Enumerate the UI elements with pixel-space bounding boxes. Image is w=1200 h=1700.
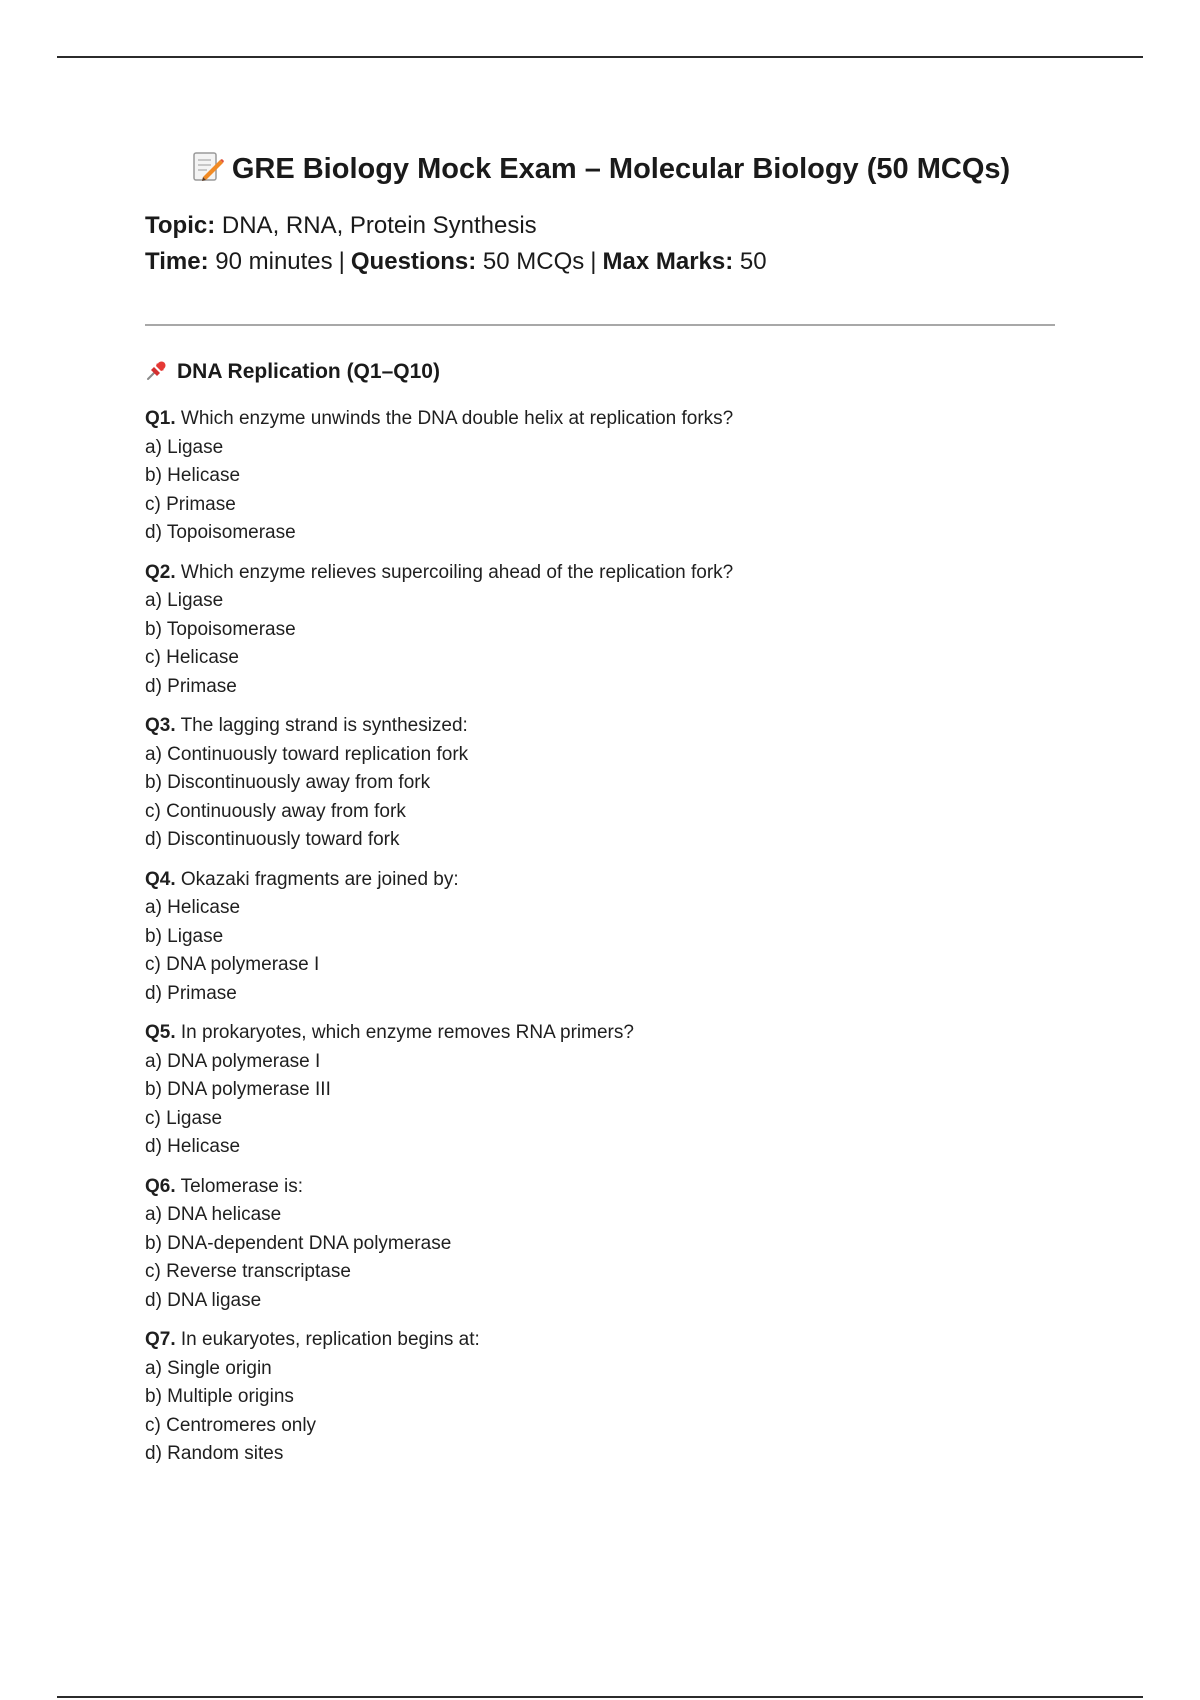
question-number: Q3.	[145, 715, 176, 736]
question-6	[145, 1173, 1045, 1316]
question-prompt: The lagging strand is synthesized:	[180, 715, 468, 736]
answer-option: d) Random sites	[145, 1443, 284, 1464]
answer-option: a) DNA helicase	[145, 1204, 282, 1225]
max-marks-value: 50	[739, 248, 767, 275]
question-number: Q2.	[145, 561, 176, 583]
question-number: Q6.	[145, 1175, 176, 1197]
section-heading-text: DNA Replication (Q1–Q10)	[177, 360, 440, 383]
answer-option: c) Helicase	[145, 647, 239, 668]
question-7	[145, 1326, 1045, 1469]
question-text	[145, 1019, 1045, 1048]
topic-line	[145, 212, 537, 240]
max-marks-label: Max Marks:	[602, 248, 734, 275]
topic-label: Topic:	[145, 212, 216, 239]
answer-option: b) Helicase	[145, 465, 241, 486]
question-number: Q5.	[145, 1022, 176, 1043]
answer-option: a) Helicase	[145, 897, 241, 918]
separator: |	[338, 248, 345, 275]
page-title-text: GRE Biology Mock Exam – Molecular Biology (50 MCQs)	[231, 153, 1011, 185]
question-text	[145, 405, 1045, 434]
answer-option: d) Topoisomerase	[145, 522, 296, 543]
page-bottom-rule	[57, 1696, 1143, 1698]
question-number: Q4.	[145, 868, 176, 890]
answer-option: b) Ligase	[145, 925, 224, 947]
answer-option: b) Discontinuously away from fork	[145, 772, 431, 793]
answer-option: b) DNA-dependent DNA polymerase	[145, 1232, 452, 1254]
question-3	[145, 712, 1045, 855]
answer-option: b) Topoisomerase	[145, 618, 296, 640]
answer-option: d) Helicase	[145, 1136, 241, 1157]
section-divider	[145, 324, 1055, 326]
question-1	[145, 405, 1045, 548]
memo-pencil-icon	[190, 150, 224, 192]
question-text	[145, 1173, 1045, 1202]
answer-option: d) Discontinuously toward fork	[145, 829, 400, 850]
answer-option: b) Multiple origins	[145, 1386, 294, 1407]
page-top-rule	[57, 56, 1143, 58]
answer-option: a) Ligase	[145, 436, 224, 458]
question-prompt: Telomerase is:	[180, 1175, 304, 1197]
answer-option: c) Continuously away from fork	[145, 800, 406, 822]
section-heading	[145, 358, 440, 388]
question-prompt: Which enzyme relieves supercoiling ahead of the replication fork?	[180, 561, 734, 583]
answer-option: c) Ligase	[145, 1107, 223, 1129]
question-text	[145, 1326, 1045, 1355]
question-5	[145, 1019, 1045, 1162]
question-text	[145, 866, 1045, 895]
page-title	[0, 150, 1200, 192]
answer-option: a) DNA polymerase I	[145, 1050, 321, 1072]
question-4	[145, 866, 1045, 1009]
exam-info-line	[145, 248, 767, 276]
question-number: Q7.	[145, 1329, 176, 1350]
answer-option: d) Primase	[145, 675, 237, 697]
question-prompt: Which enzyme unwinds the DNA double helix at replication forks?	[180, 408, 734, 429]
answer-option: c) Reverse transcriptase	[145, 1261, 351, 1282]
answer-option: b) DNA polymerase III	[145, 1079, 331, 1100]
topic-value: DNA, RNA, Protein Synthesis	[221, 212, 537, 239]
answer-option: c) Centromeres only	[145, 1414, 317, 1436]
question-2	[145, 559, 1045, 702]
answer-option: d) DNA ligase	[145, 1289, 262, 1311]
answer-option: a) Ligase	[145, 590, 224, 611]
question-text	[145, 559, 1045, 588]
answer-option: c) Primase	[145, 493, 236, 515]
time-value: 90 minutes	[215, 248, 333, 275]
question-text	[145, 712, 1045, 741]
questions-value: 50 MCQs	[482, 248, 585, 275]
question-prompt: In prokaryotes, which enzyme removes RNA primers?	[180, 1022, 634, 1043]
separator: |	[590, 248, 597, 275]
question-list	[145, 405, 1045, 1480]
time-label: Time:	[145, 248, 209, 275]
question-prompt: Okazaki fragments are joined by:	[180, 868, 459, 890]
questions-label: Questions:	[350, 248, 477, 275]
answer-option: d) Primase	[145, 982, 237, 1004]
question-prompt: In eukaryotes, replication begins at:	[180, 1329, 480, 1350]
answer-option: a) Single origin	[145, 1357, 272, 1379]
question-number: Q1.	[145, 408, 176, 429]
answer-option: c) DNA polymerase I	[145, 954, 320, 975]
pushpin-icon	[145, 358, 169, 388]
answer-option: a) Continuously toward replication fork	[145, 743, 469, 765]
